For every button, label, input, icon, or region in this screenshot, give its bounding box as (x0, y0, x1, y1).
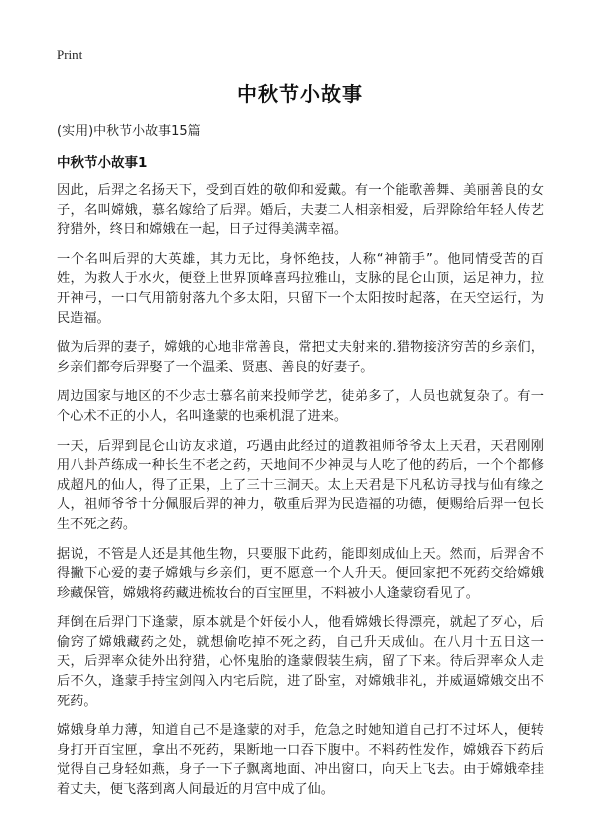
paragraph-1: 因此，后羿之名扬天下，受到百姓的敬仰和爱戴。有一个能歌善舞、美丽善良的女子，名叫嫦娥，慕名嫁给了后羿。婚后，夫妻二人相亲相爱，后羿除给年轻人传艺狩猎外，终日和嫦娥在一起，日子过得美满幸福。 (57, 183, 544, 238)
paragraph-8: 嫦娥身单力薄，知道自己不是逢蒙的对手，危急之时她知道自己打不过坏人，便转身打开百宝匣，拿出不死药，果断地一口吞下腹中。不料药性发作，嫦娥吞下药后觉得自己身轻如燕，身子一下子飘离地面、冲出窗口，向天上飞去。由于嫦娥牵挂着丈夫，便飞落到离人间最近的月宫中成了仙。 (57, 723, 544, 798)
paragraph-7: 拜倒在后羿门下逢蒙，原本就是个奸佞小人，他看嫦娥长得漂亮，就起了歹心，后偷窍了嫦娥藏药之处，就想偷吃掉不死之药，自己升天成仙。在八月十五日这一天，后羿率众徒外出狩猎，心怀鬼胎的逢蒙假装生病，留了下来。待后羿率众人走后不久，逢蒙手持宝剑闯入内宅后院，进了卧室，对嫦娥非礼，并威逼嫦娥交出不死药。 (57, 615, 544, 709)
document-subtitle: (实用)中秋节小故事15篇 (57, 124, 201, 139)
print-label[interactable]: Print (57, 47, 83, 62)
page-title: 中秋节小故事 (237, 82, 363, 106)
article-body (57, 181, 544, 810)
paragraph-6: 据说，不管是人还是其他生物，只要服下此药，能即刻成仙上天。然而，后羿舍不得撇下心爱的妻子嫦娥与乡亲们，更不愿意一个人升天。便回家把不死药交给嫦娥珍藏保管，嫦娥将药藏进梳妆台的百宝匣里，不料被小人逢蒙窃看见了。 (57, 546, 544, 601)
paragraph-5: 一天，后羿到昆仑山访友求道，巧遇由此经过的道教祖师爷爷太上天君，天君刚刚用八卦芦练成一种长生不老之药，天地间不少神灵与人吃了他的药后，一个个都修成超凡的仙人，得了正果，上了三十三洞天。太上天君是下凡私访寻找与仙有缘之人，祖师爷爷十分佩服后羿的神力，敬重后羿为民造福的功德，便赐给后羿一包长生不死之药。 (57, 438, 544, 532)
section-heading: 中秋节小故事1 (57, 155, 148, 171)
paragraph-3: 做为后羿的妻子，嫦娥的心地非常善良，常把丈夫射来的.猎物接济穷苦的乡亲们，乡亲们都夸后羿娶了一个温柔、贤惠、善良的好妻子。 (57, 340, 544, 375)
paragraph-4: 周边国家与地区的不少志士慕名前来投师学艺，徒弟多了，人员也就复杂了。有一个心术不正的小人，名叫逢蒙的也乘机混了进来。 (57, 389, 544, 424)
paragraph-2: 一个名叫后羿的大英雄，其力无比，身怀绝技，人称“神箭手”。他同情受苦的百姓，为救人于水火，便登上世界顶峰喜玛拉雅山，支脉的昆仑山顶，运足神力，拉开神弓，一口气用箭射落九个多太阳，只留下一个太阳按时起落，在天空运行，为民造福。 (57, 251, 544, 326)
